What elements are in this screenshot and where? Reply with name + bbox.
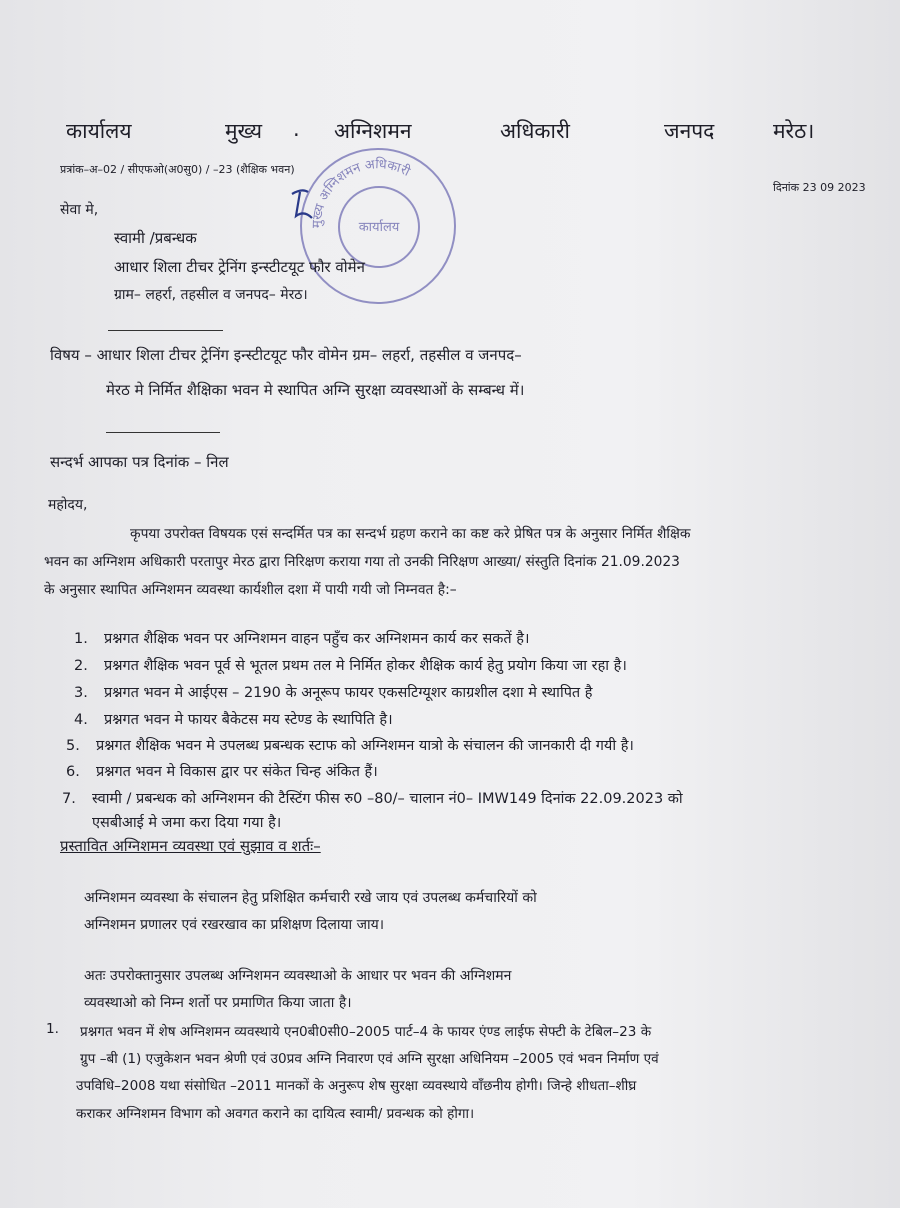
address-to: सेवा मे,	[60, 202, 99, 218]
therefore-line-1: अतः उपरोक्तानुसार उपलब्ध अग्निशमन व्यवस्थाओ के आधार पर भवन की अग्निशमन	[84, 968, 512, 984]
header-district: जनपद	[664, 119, 715, 143]
item-7-continued: एसबीआई मे जमा करा दिया गया है।	[92, 815, 282, 831]
proposed-heading: प्रस्तावित अग्निशमन व्यवस्था एवं सुझाव व शर्तः–	[60, 837, 321, 855]
letter-date: दिनांक 23 09 2023	[773, 181, 866, 194]
condition-line-2: ग्रुप –बी (1) एजुकेशन भवन श्रेणी एवं उ0प्रव अग्नि निवारण एवं अग्नि सुरक्षा अधिनियम –2005 एवं भवन निर्माण एवं	[80, 1051, 659, 1067]
list-item: 4. प्रश्नगत भवन मे फायर बैकेटस मय स्टेण्ड के स्थापिति है।	[74, 712, 393, 728]
stamp-inner-circle	[338, 186, 420, 268]
reference-number: प्रत्रांक–अ–02 / सीएफओ(अ0सु0) / –23 (शैक्षिक भवन)	[60, 163, 295, 176]
condition-line-4: कराकर अग्निशमन विभाग को अवगत कराने का दायित्व स्वामी/ प्रवन्धक को होगा।	[76, 1106, 475, 1122]
intro-line-2: भवन का अग्निशम अधिकारी परतापुर मेरठ द्वारा निरिक्षण कराया गया तो उनकी निरिक्षण आख्या/ संस्तुति दिनांक 21.09.2023	[44, 554, 680, 570]
office-stamp	[300, 148, 456, 304]
header-city: मरेठ।	[773, 119, 815, 143]
header-officer: अधिकारी	[500, 119, 570, 143]
list-item: 6. प्रश्नगत भवन मे विकास द्वार पर संकेत चिन्ह अंकित हैं।	[66, 764, 378, 780]
salutation: महोदय,	[48, 497, 88, 513]
condition-line-3: उपविधि–2008 यथा संसोधित –2011 मानकों के अनुरूप शेष सुरक्षा व्यवस्थाये वाँछनीय होगी। जिन्हे शीधता–शीघ्र	[76, 1078, 637, 1094]
proposed-line-1: अग्निशमन व्यवस्था के संचालन हेतु प्रशिक्षित कर्मचारी रखे जाय एवं उपलब्ध कर्मचारियों को	[84, 890, 537, 906]
list-item: 7. स्वामी / प्रबन्धक को अग्निशमन की टैस्टिंग फीस रु0 –80/– चालान नं0– IMW149 दिनांक 22.09.2023 को	[62, 791, 683, 807]
therefore-line-2: व्यवस्थाओ को निम्न शर्तो पर प्रमाणित किया जाता है।	[84, 995, 352, 1011]
list-item: 1. प्रश्नगत शैक्षिक भवन पर अग्निशमन वाहन पहुँच कर अग्निशमन कार्य कर सकतें है।	[74, 631, 530, 647]
address-line-1: स्वामी /प्रबन्धक	[114, 229, 197, 247]
list-item: 2. प्रश्नगत शैक्षिक भवन पूर्व से भूतल प्रथम तल मे निर्मित होकर शैक्षिक कार्य हेतु प्रयोग किया जा रहा है।	[74, 658, 627, 674]
address-line-2: आधार शिला टीचर ट्रेनिंग इन्स्टीटयूट फौर वोमेन	[114, 258, 365, 276]
proposed-line-2: अग्निशमन प्रणालर एवं रखरखाव का प्रशिक्षण दिलाया जाय।	[84, 917, 385, 933]
header-chief: मुख्य	[225, 119, 263, 143]
address-line-3: ग्राम– लहर्रा, तहसील व जनपद– मेरठ।	[114, 287, 308, 303]
condition-number: 1.	[46, 1021, 59, 1037]
subject-line-1: विषय – आधार शिला टीचर ट्रेनिंग इन्स्टीटयूट फौर वोमेन ग्रम– लहर्रा, तहसील व जनपद–	[50, 346, 522, 364]
signature-mark-icon	[288, 186, 318, 226]
intro-line-1: कृपया उपरोक्त विषयक एसं सन्दर्मित पत्र का सन्दर्भ ग्रहण कराने का कष्ट करे प्रेषित पत्र के अनुसार निर्मित शैक्षिक	[130, 526, 691, 542]
intro-line-3: के अनुसार स्थापित अग्निशमन व्यवस्था कार्यशील दशा में पायी गयी जो निम्नवत है:–	[44, 582, 457, 598]
header-office: कार्यालय	[66, 119, 132, 143]
list-item: 5. प्रश्नगत शैक्षिक भवन मे उपलब्ध प्रबन्धक स्टाफ को अग्निशमन यात्रो के संचालन की जानकारी दी गयी है।	[66, 738, 634, 754]
list-item: 3. प्रश्नगत भवन मे आईएस – 2190 के अनूरूप फायर एकसटिग्यूशर काग्रशील दशा मे स्थापित है	[74, 685, 593, 701]
condition-line-1: प्रश्नगत भवन में शेष अग्निशमन व्यवस्थाये एन0बी0सी0–2005 पार्ट–4 के फायर एंण्ड लाईफ सेफ्टी के टेबिल–23 के	[80, 1024, 652, 1040]
header-fire: अग्निशमन	[334, 119, 412, 143]
subject-line-2: मेरठ मे निर्मित शैक्षिका भवन मे स्थापित अग्नि सुरक्षा व्यवस्थाओं के सम्बन्ध में।	[106, 381, 525, 399]
reference-line: सन्दर्भ आपका पत्र दिनांक – निल	[50, 453, 229, 471]
divider-2	[106, 432, 220, 433]
divider-1	[108, 330, 223, 331]
stamp-ring-label: मुख्य अग्निशमन अधिकारी	[309, 157, 413, 229]
stamp-center-label: कार्यालय	[358, 220, 400, 235]
header-dot: .	[293, 117, 300, 141]
